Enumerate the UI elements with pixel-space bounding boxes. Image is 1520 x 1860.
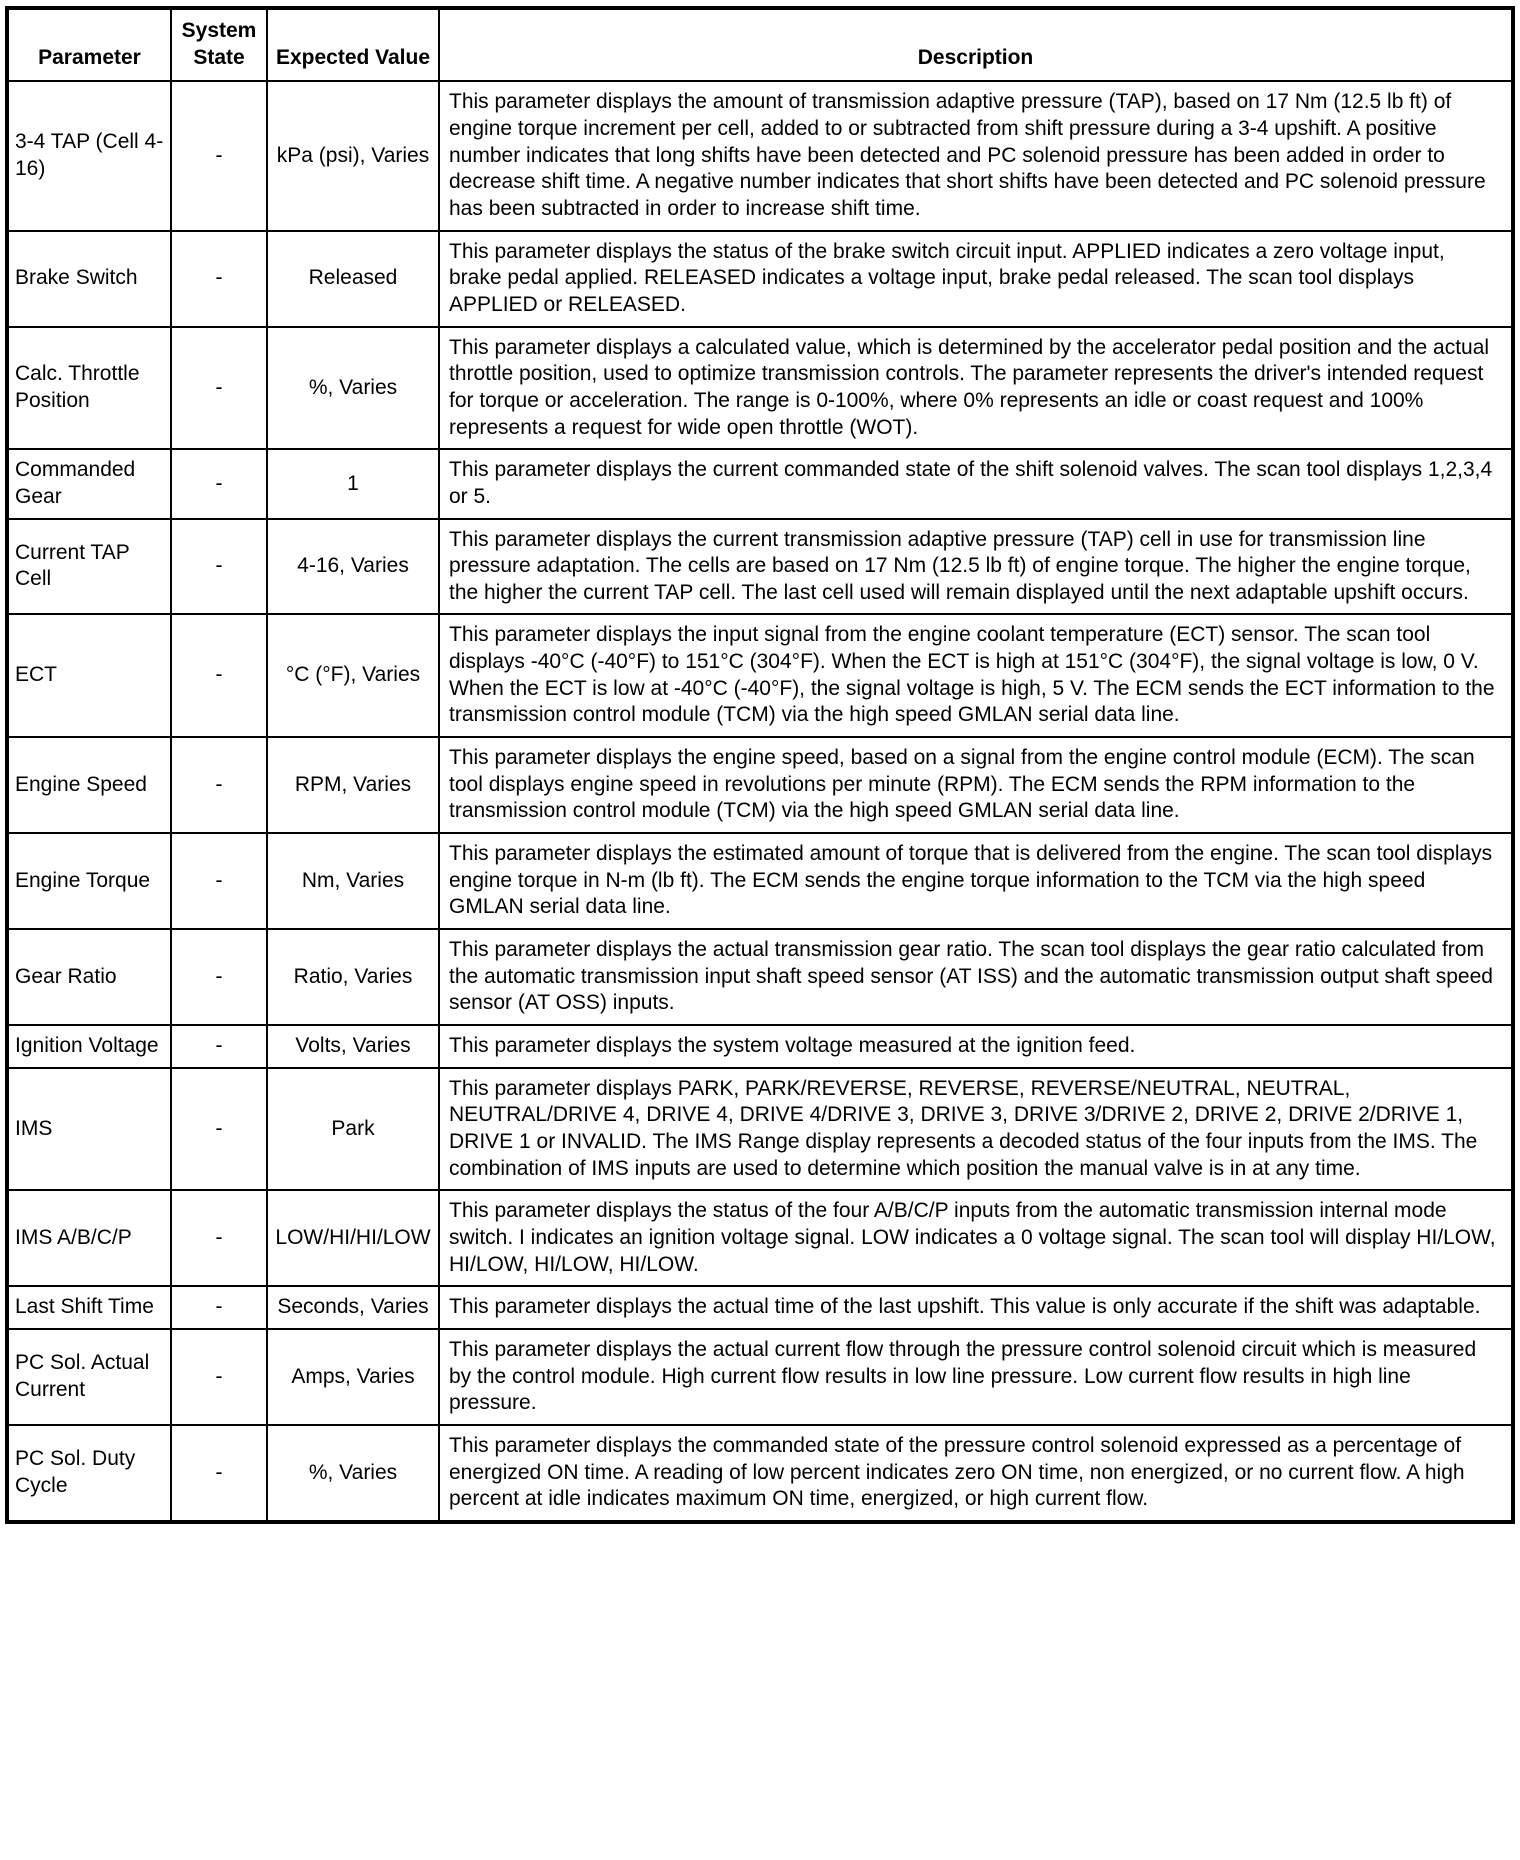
expected-value-cell: %, Varies	[267, 1425, 439, 1522]
description-cell: This parameter displays the actual time of the last upshift. This value is only accurate if the shift was adaptable.	[439, 1286, 1513, 1329]
description-cell: This parameter displays the amount of transmission adaptive pressure (TAP), based on 17 Nm (12.5 lb ft) of engine torque increment per cell, added to or subtracted from shift pressure during a 3-4 upshift. A positive number indicates that long shifts have been detected and PC solenoid pressure has been added in order to decrease shift time. A negative number indicates that short shifts have been detected and PC solenoid pressure has been subtracted in order to increase shift time.	[439, 81, 1513, 230]
parameter-cell: Current TAP Cell	[7, 519, 171, 615]
system-state-cell: -	[171, 449, 267, 518]
system-state-cell: -	[171, 614, 267, 737]
column-header-expected-value: Expected Value	[267, 8, 439, 81]
column-header-description: Description	[439, 8, 1513, 81]
system-state-cell: -	[171, 1286, 267, 1329]
parameter-cell: Ignition Voltage	[7, 1025, 171, 1068]
table-row	[7, 1190, 1513, 1286]
table-row	[7, 929, 1513, 1025]
system-state-cell: -	[171, 231, 267, 327]
parameter-cell: Brake Switch	[7, 231, 171, 327]
expected-value-cell: Amps, Varies	[267, 1329, 439, 1425]
table-row	[7, 1025, 1513, 1068]
expected-value-cell: Released	[267, 231, 439, 327]
table-row	[7, 231, 1513, 327]
parameter-cell: PC Sol. Duty Cycle	[7, 1425, 171, 1522]
description-cell: This parameter displays the actual transmission gear ratio. The scan tool displays the gear ratio calculated from the automatic transmission input shaft speed sensor (AT ISS) and the automatic transmission output shaft speed sensor (AT OSS) inputs.	[439, 929, 1513, 1025]
header-row	[7, 8, 1513, 81]
expected-value-cell: %, Varies	[267, 327, 439, 450]
expected-value-cell: °C (°F), Varies	[267, 614, 439, 737]
description-cell: This parameter displays the input signal from the engine coolant temperature (ECT) sensor. The scan tool displays -40°C (-40°F) to 151°C (304°F). When the ECT is high at 151°C (304°F), the signal voltage is low, 0 V. When the ECT is low at -40°C (-40°F), the signal voltage is high, 5 V. The ECM sends the ECT information to the transmission control module (TCM) via the high speed GMLAN serial data line.	[439, 614, 1513, 737]
parameter-table	[5, 6, 1515, 1524]
system-state-cell: -	[171, 1329, 267, 1425]
table-row	[7, 449, 1513, 518]
parameter-cell: Engine Torque	[7, 833, 171, 929]
table-row	[7, 1068, 1513, 1191]
system-state-cell: -	[171, 327, 267, 450]
expected-value-cell: LOW/HI/HI/LOW	[267, 1190, 439, 1286]
system-state-cell: -	[171, 833, 267, 929]
column-header-system-state: System State	[171, 8, 267, 81]
expected-value-cell: RPM, Varies	[267, 737, 439, 833]
description-cell: This parameter displays the estimated amount of torque that is delivered from the engine. The scan tool displays engine torque in N-m (lb ft). The ECM sends the engine torque information to the TCM via the high speed GMLAN serial data line.	[439, 833, 1513, 929]
description-cell: This parameter displays the current commanded state of the shift solenoid valves. The scan tool displays 1,2,3,4 or 5.	[439, 449, 1513, 518]
parameter-table-body	[7, 81, 1513, 1522]
table-row	[7, 519, 1513, 615]
expected-value-cell: Ratio, Varies	[267, 929, 439, 1025]
description-cell: This parameter displays the actual current flow through the pressure control solenoid circuit which is measured by the control module. High current flow results in low line pressure. Low current flow results in high line pressure.	[439, 1329, 1513, 1425]
description-cell: This parameter displays the commanded state of the pressure control solenoid expressed as a percentage of energized ON time. A reading of low percent indicates zero ON time, non energized, or no current flow. A high percent at idle indicates maximum ON time, energized, or high current flow.	[439, 1425, 1513, 1522]
table-row	[7, 614, 1513, 737]
system-state-cell: -	[171, 929, 267, 1025]
expected-value-cell: 4-16, Varies	[267, 519, 439, 615]
description-cell: This parameter displays the engine speed, based on a signal from the engine control module (ECM). The scan tool displays engine speed in revolutions per minute (RPM). The ECM sends the RPM information to the transmission control module (TCM) via the high speed GMLAN serial data line.	[439, 737, 1513, 833]
parameter-cell: ECT	[7, 614, 171, 737]
description-cell: This parameter displays PARK, PARK/REVERSE, REVERSE, REVERSE/NEUTRAL, NEUTRAL, NEUTRAL/DRIVE 4, DRIVE 4, DRIVE 4/DRIVE 3, DRIVE 3, DRIVE 3/DRIVE 2, DRIVE 2, DRIVE 2/DRIVE 1, DRIVE 1 or INVALID. The IMS Range display represents a decoded status of the four inputs from the IMS. The combination of IMS inputs are used to determine which position the manual valve is in at any time.	[439, 1068, 1513, 1191]
parameter-cell: Calc. Throttle Position	[7, 327, 171, 450]
system-state-cell: -	[171, 1190, 267, 1286]
parameter-cell: Last Shift Time	[7, 1286, 171, 1329]
parameter-cell: Commanded Gear	[7, 449, 171, 518]
parameter-cell: IMS	[7, 1068, 171, 1191]
system-state-cell: -	[171, 1068, 267, 1191]
table-row	[7, 327, 1513, 450]
table-row	[7, 833, 1513, 929]
system-state-cell: -	[171, 1425, 267, 1522]
description-cell: This parameter displays the status of the brake switch circuit input. APPLIED indicates a zero voltage input, brake pedal applied. RELEASED indicates a voltage input, brake pedal released. The scan tool displays APPLIED or RELEASED.	[439, 231, 1513, 327]
parameter-cell: Engine Speed	[7, 737, 171, 833]
system-state-cell: -	[171, 519, 267, 615]
table-row	[7, 1425, 1513, 1522]
system-state-cell: -	[171, 1025, 267, 1068]
system-state-cell: -	[171, 737, 267, 833]
table-row	[7, 1329, 1513, 1425]
expected-value-cell: Park	[267, 1068, 439, 1191]
expected-value-cell: 1	[267, 449, 439, 518]
expected-value-cell: Nm, Varies	[267, 833, 439, 929]
description-cell: This parameter displays the system voltage measured at the ignition feed.	[439, 1025, 1513, 1068]
table-row	[7, 737, 1513, 833]
column-header-parameter: Parameter	[7, 8, 171, 81]
expected-value-cell: kPa (psi), Varies	[267, 81, 439, 230]
parameter-cell: PC Sol. Actual Current	[7, 1329, 171, 1425]
system-state-cell: -	[171, 81, 267, 230]
description-cell: This parameter displays the current transmission adaptive pressure (TAP) cell in use for transmission line pressure adaptation. The cells are based on 17 Nm (12.5 lb ft) of engine torque. The higher the engine torque, the higher the current TAP cell. The last cell used will remain displayed until the next adaptable upshift occurs.	[439, 519, 1513, 615]
parameter-cell: Gear Ratio	[7, 929, 171, 1025]
table-row	[7, 81, 1513, 230]
expected-value-cell: Seconds, Varies	[267, 1286, 439, 1329]
description-cell: This parameter displays a calculated value, which is determined by the accelerator pedal position and the actual throttle position, used to optimize transmission controls. The parameter represents the driver's intended request for torque or acceleration. The range is 0-100%, where 0% represents an idle or coast request and 100% represents a request for wide open throttle (WOT).	[439, 327, 1513, 450]
parameter-cell: IMS A/B/C/P	[7, 1190, 171, 1286]
table-row	[7, 1286, 1513, 1329]
expected-value-cell: Volts, Varies	[267, 1025, 439, 1068]
description-cell: This parameter displays the status of the four A/B/C/P inputs from the automatic transmission internal mode switch. I indicates an ignition voltage signal. LOW indicates a 0 voltage signal. The scan tool will display HI/LOW, HI/LOW, HI/LOW, HI/LOW.	[439, 1190, 1513, 1286]
parameter-cell: 3-4 TAP (Cell 4-16)	[7, 81, 171, 230]
